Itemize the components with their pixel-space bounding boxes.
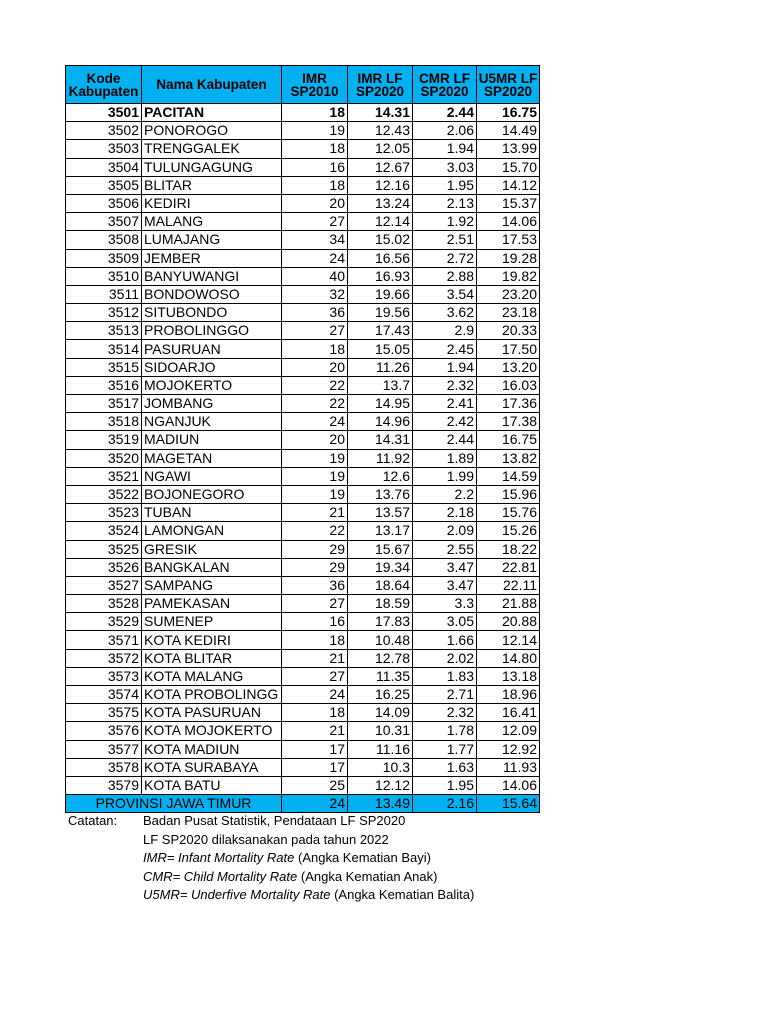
cell-cmr-lf: 2.71 xyxy=(413,686,477,704)
cell-u5mr-lf: 14.06 xyxy=(477,776,540,794)
cell-u5mr-lf: 14.80 xyxy=(477,649,540,667)
cell-cmr-lf: 1.95 xyxy=(413,176,477,194)
table-row xyxy=(66,740,540,758)
cell-nama: TUBAN xyxy=(142,504,282,522)
cmr-definition: CMR= Child Mortality Rate xyxy=(143,868,298,884)
cell-kode: 3527 xyxy=(66,576,142,594)
cell-imr-lf: 18.59 xyxy=(348,595,413,613)
cell-nama: KOTA MADIUN xyxy=(142,740,282,758)
cell-kode: 3507 xyxy=(66,213,142,231)
imr-translation: (Angka Kematian Bayi) xyxy=(294,850,431,865)
header-nama: Nama Kabupaten xyxy=(142,66,282,104)
cell-u5mr-lf: 13.18 xyxy=(477,667,540,685)
cell-imr-lf: 12.16 xyxy=(348,176,413,194)
cell-cmr-lf: 2.9 xyxy=(413,322,477,340)
cell-imr: 18 xyxy=(282,340,348,358)
cell-imr-lf: 12.67 xyxy=(348,158,413,176)
cell-kode: 3513 xyxy=(66,322,142,340)
cell-imr-lf: 12.12 xyxy=(348,776,413,794)
cell-cmr-lf: 2.41 xyxy=(413,395,477,413)
imr-definition: IMR= Infant Mortality Rate xyxy=(143,850,295,865)
cell-imr: 21 xyxy=(282,649,348,667)
cell-nama: JEMBER xyxy=(142,249,282,267)
cell-imr-lf: 11.35 xyxy=(348,667,413,685)
cell-imr: 20 xyxy=(282,431,348,449)
cell-nama: SAMPANG xyxy=(142,576,282,594)
cell-kode: 3575 xyxy=(66,704,142,722)
cell-cmr-lf: 2.18 xyxy=(413,504,477,522)
cell-imr: 36 xyxy=(282,304,348,322)
cell-kode: 3528 xyxy=(66,595,142,613)
header-u5mr-lf: U5MR LF SP2020 xyxy=(477,66,540,104)
table-row xyxy=(66,122,540,140)
cell-u5mr-lf: 16.41 xyxy=(477,704,540,722)
cell-nama: BANGKALAN xyxy=(142,558,282,576)
total-cmr-lf: 2.16 xyxy=(413,795,477,813)
table-row xyxy=(66,249,540,267)
cell-cmr-lf: 2.09 xyxy=(413,522,477,540)
table-row xyxy=(66,340,540,358)
cell-kode: 3521 xyxy=(66,467,142,485)
cell-imr: 27 xyxy=(282,213,348,231)
cell-nama: BONDOWOSO xyxy=(142,285,282,303)
cell-kode: 3516 xyxy=(66,376,142,394)
cell-nama: KOTA MOJOKERTO xyxy=(142,722,282,740)
cell-kode: 3511 xyxy=(66,285,142,303)
cell-imr: 19 xyxy=(282,467,348,485)
cell-nama: KOTA MALANG xyxy=(142,667,282,685)
cell-imr-lf: 11.26 xyxy=(348,358,413,376)
cell-nama: KEDIRI xyxy=(142,194,282,212)
cell-imr: 27 xyxy=(282,667,348,685)
cell-imr-lf: 13.17 xyxy=(348,522,413,540)
cell-nama: NGAWI xyxy=(142,467,282,485)
cell-cmr-lf: 1.99 xyxy=(413,467,477,485)
cell-nama: KOTA PROBOLINGG xyxy=(142,686,282,704)
cell-nama: TRENGGALEK xyxy=(142,140,282,158)
cell-cmr-lf: 2.44 xyxy=(413,104,477,122)
cell-imr: 29 xyxy=(282,558,348,576)
cell-imr-lf: 16.56 xyxy=(348,249,413,267)
cell-imr-lf: 13.76 xyxy=(348,485,413,503)
cell-imr-lf: 14.09 xyxy=(348,704,413,722)
cell-kode: 3508 xyxy=(66,231,142,249)
cell-kode: 3519 xyxy=(66,431,142,449)
cell-cmr-lf: 2.02 xyxy=(413,649,477,667)
cell-imr: 22 xyxy=(282,395,348,413)
table-row xyxy=(66,358,540,376)
mortality-table xyxy=(65,65,540,813)
cell-nama: JOMBANG xyxy=(142,395,282,413)
table-row xyxy=(66,485,540,503)
cell-nama: TULUNGAGUNG xyxy=(142,158,282,176)
cell-kode: 3526 xyxy=(66,558,142,576)
cell-cmr-lf: 1.77 xyxy=(413,740,477,758)
cell-kode: 3523 xyxy=(66,504,142,522)
cell-kode: 3574 xyxy=(66,686,142,704)
cell-u5mr-lf: 15.96 xyxy=(477,485,540,503)
cell-imr: 18 xyxy=(282,631,348,649)
u5mr-translation: (Angka Kematian Balita) xyxy=(330,887,475,902)
cell-kode: 3502 xyxy=(66,122,142,140)
table-row xyxy=(66,558,540,576)
cell-cmr-lf: 3.47 xyxy=(413,576,477,594)
cell-imr-lf: 17.83 xyxy=(348,613,413,631)
table-row xyxy=(66,467,540,485)
cell-kode: 3510 xyxy=(66,267,142,285)
cell-u5mr-lf: 16.75 xyxy=(477,431,540,449)
cell-u5mr-lf: 11.93 xyxy=(477,758,540,776)
cell-imr: 18 xyxy=(282,104,348,122)
table-row xyxy=(66,267,540,285)
cell-imr: 40 xyxy=(282,267,348,285)
u5mr-definition: U5MR= Underfive Mortality Rate xyxy=(143,887,331,902)
cell-u5mr-lf: 14.59 xyxy=(477,467,540,485)
table-row xyxy=(66,285,540,303)
cell-u5mr-lf: 19.82 xyxy=(477,267,540,285)
cell-imr: 22 xyxy=(282,376,348,394)
table-row xyxy=(66,431,540,449)
table-row xyxy=(66,686,540,704)
cell-kode: 3578 xyxy=(66,758,142,776)
table-row xyxy=(66,304,540,322)
cell-nama: BOJONEGORO xyxy=(142,485,282,503)
table-header xyxy=(66,66,540,104)
cell-u5mr-lf: 14.06 xyxy=(477,213,540,231)
cell-cmr-lf: 2.2 xyxy=(413,485,477,503)
cell-u5mr-lf: 15.70 xyxy=(477,158,540,176)
cell-nama: BANYUWANGI xyxy=(142,267,282,285)
cell-nama: BLITAR xyxy=(142,176,282,194)
table-body xyxy=(66,104,540,795)
cell-nama: KOTA BATU xyxy=(142,776,282,794)
cell-cmr-lf: 2.45 xyxy=(413,340,477,358)
cell-nama: SIDOARJO xyxy=(142,358,282,376)
cell-u5mr-lf: 17.50 xyxy=(477,340,540,358)
cell-u5mr-lf: 19.28 xyxy=(477,249,540,267)
cell-nama: MALANG xyxy=(142,213,282,231)
cell-imr-lf: 14.31 xyxy=(348,431,413,449)
cell-u5mr-lf: 21.88 xyxy=(477,595,540,613)
cell-nama: SITUBONDO xyxy=(142,304,282,322)
table-row xyxy=(66,649,540,667)
cell-cmr-lf: 1.94 xyxy=(413,140,477,158)
cell-cmr-lf: 3.3 xyxy=(413,595,477,613)
cell-imr-lf: 10.48 xyxy=(348,631,413,649)
cell-imr-lf: 13.57 xyxy=(348,504,413,522)
cell-imr: 19 xyxy=(282,122,348,140)
cell-cmr-lf: 3.54 xyxy=(413,285,477,303)
cell-kode: 3501 xyxy=(66,104,142,122)
table-row xyxy=(66,213,540,231)
cell-imr-lf: 14.31 xyxy=(348,104,413,122)
cell-imr-lf: 12.78 xyxy=(348,649,413,667)
cell-u5mr-lf: 23.18 xyxy=(477,304,540,322)
cell-imr-lf: 15.05 xyxy=(348,340,413,358)
table-row xyxy=(66,758,540,776)
table-row xyxy=(66,722,540,740)
cell-imr: 16 xyxy=(282,158,348,176)
cell-kode: 3577 xyxy=(66,740,142,758)
cell-imr-lf: 12.43 xyxy=(348,122,413,140)
cell-imr-lf: 16.93 xyxy=(348,267,413,285)
table-row xyxy=(66,140,540,158)
cell-cmr-lf: 2.32 xyxy=(413,704,477,722)
cell-kode: 3520 xyxy=(66,449,142,467)
cell-u5mr-lf: 12.14 xyxy=(477,631,540,649)
cell-imr-lf: 19.34 xyxy=(348,558,413,576)
cell-u5mr-lf: 17.38 xyxy=(477,413,540,431)
cell-kode: 3509 xyxy=(66,249,142,267)
cell-kode: 3517 xyxy=(66,395,142,413)
total-imr-lf: 13.49 xyxy=(348,795,413,813)
cell-cmr-lf: 2.55 xyxy=(413,540,477,558)
cell-imr-lf: 16.25 xyxy=(348,686,413,704)
cell-imr: 17 xyxy=(282,740,348,758)
cell-cmr-lf: 1.83 xyxy=(413,667,477,685)
header-cmr-lf: CMR LF SP2020 xyxy=(413,66,477,104)
cell-kode: 3529 xyxy=(66,613,142,631)
cell-imr-lf: 19.66 xyxy=(348,285,413,303)
cell-kode: 3514 xyxy=(66,340,142,358)
table-row xyxy=(66,413,540,431)
cell-u5mr-lf: 15.26 xyxy=(477,522,540,540)
notes xyxy=(68,812,474,905)
cell-cmr-lf: 1.95 xyxy=(413,776,477,794)
cell-kode: 3503 xyxy=(66,140,142,158)
table-row xyxy=(66,776,540,794)
cell-kode: 3525 xyxy=(66,540,142,558)
cell-u5mr-lf: 16.75 xyxy=(477,104,540,122)
cell-nama: LAMONGAN xyxy=(142,522,282,540)
cell-kode: 3524 xyxy=(66,522,142,540)
table-row xyxy=(66,613,540,631)
cell-cmr-lf: 2.88 xyxy=(413,267,477,285)
cell-nama: PONOROGO xyxy=(142,122,282,140)
cell-nama: LUMAJANG xyxy=(142,231,282,249)
cell-kode: 3571 xyxy=(66,631,142,649)
cell-nama: KOTA SURABAYA xyxy=(142,758,282,776)
cell-nama: GRESIK xyxy=(142,540,282,558)
cell-imr: 25 xyxy=(282,776,348,794)
notes-line-2: LF SP2020 dilaksanakan pada tahun 2022 xyxy=(143,831,389,847)
table-row xyxy=(66,631,540,649)
table-row xyxy=(66,595,540,613)
total-row xyxy=(66,795,540,813)
cell-imr: 17 xyxy=(282,758,348,776)
cell-kode: 3512 xyxy=(66,304,142,322)
table-row xyxy=(66,104,540,122)
cell-imr-lf: 19.56 xyxy=(348,304,413,322)
cell-nama: KOTA KEDIRI xyxy=(142,631,282,649)
cell-cmr-lf: 2.42 xyxy=(413,413,477,431)
cell-kode: 3515 xyxy=(66,358,142,376)
table-row xyxy=(66,322,540,340)
cell-imr: 22 xyxy=(282,522,348,540)
notes-label: Catatan: xyxy=(68,813,118,828)
table-row xyxy=(66,540,540,558)
cell-kode: 3506 xyxy=(66,194,142,212)
cell-kode: 3504 xyxy=(66,158,142,176)
cell-kode: 3518 xyxy=(66,413,142,431)
cell-imr-lf: 13.24 xyxy=(348,194,413,212)
table-row xyxy=(66,522,540,540)
cell-imr-lf: 12.6 xyxy=(348,467,413,485)
cell-imr-lf: 12.14 xyxy=(348,213,413,231)
cell-imr-lf: 14.95 xyxy=(348,395,413,413)
total-imr: 24 xyxy=(282,795,348,813)
cell-cmr-lf: 2.72 xyxy=(413,249,477,267)
cell-imr: 18 xyxy=(282,704,348,722)
cell-cmr-lf: 3.62 xyxy=(413,304,477,322)
cell-imr: 24 xyxy=(282,413,348,431)
cell-u5mr-lf: 17.53 xyxy=(477,231,540,249)
table-row xyxy=(66,158,540,176)
cell-nama: PASURUAN xyxy=(142,340,282,358)
cell-imr-lf: 13.7 xyxy=(348,376,413,394)
cell-cmr-lf: 1.63 xyxy=(413,758,477,776)
cell-nama: KOTA BLITAR xyxy=(142,649,282,667)
cell-u5mr-lf: 23.20 xyxy=(477,285,540,303)
cell-imr-lf: 11.16 xyxy=(348,740,413,758)
table-row xyxy=(66,231,540,249)
cell-nama: PROBOLINGGO xyxy=(142,322,282,340)
cell-nama: MAGETAN xyxy=(142,449,282,467)
cell-imr: 20 xyxy=(282,358,348,376)
cell-imr: 24 xyxy=(282,249,348,267)
cell-nama: PACITAN xyxy=(142,104,282,122)
cell-imr-lf: 18.64 xyxy=(348,576,413,594)
total-label: PROVINSI JAWA TIMUR xyxy=(66,795,282,813)
notes-line-5 xyxy=(143,886,474,905)
cell-u5mr-lf: 12.09 xyxy=(477,722,540,740)
cell-imr-lf: 10.3 xyxy=(348,758,413,776)
table-row xyxy=(66,176,540,194)
cell-imr: 32 xyxy=(282,285,348,303)
total-u5mr-lf: 15.64 xyxy=(477,795,540,813)
table-row xyxy=(66,504,540,522)
cell-nama: NGANJUK xyxy=(142,413,282,431)
cell-u5mr-lf: 13.82 xyxy=(477,449,540,467)
cell-nama: PAMEKASAN xyxy=(142,595,282,613)
cell-u5mr-lf: 15.37 xyxy=(477,194,540,212)
cell-kode: 3573 xyxy=(66,667,142,685)
notes-line-3 xyxy=(143,849,431,868)
cell-imr-lf: 12.05 xyxy=(348,140,413,158)
header-kode: Kode Kabupaten xyxy=(66,66,142,104)
cell-u5mr-lf: 13.99 xyxy=(477,140,540,158)
cell-cmr-lf: 1.66 xyxy=(413,631,477,649)
cell-u5mr-lf: 22.81 xyxy=(477,558,540,576)
cell-u5mr-lf: 18.22 xyxy=(477,540,540,558)
cell-u5mr-lf: 14.12 xyxy=(477,176,540,194)
cell-imr: 18 xyxy=(282,176,348,194)
table-row xyxy=(66,376,540,394)
cmr-translation: (Angka Kematian Anak) xyxy=(297,868,438,884)
cell-u5mr-lf: 17.36 xyxy=(477,395,540,413)
cell-kode: 3576 xyxy=(66,722,142,740)
cell-imr: 18 xyxy=(282,140,348,158)
cell-kode: 3522 xyxy=(66,485,142,503)
cell-imr-lf: 11.92 xyxy=(348,449,413,467)
cell-imr: 36 xyxy=(282,576,348,594)
cell-cmr-lf: 1.89 xyxy=(413,449,477,467)
cell-imr: 19 xyxy=(282,449,348,467)
cell-cmr-lf: 1.94 xyxy=(413,358,477,376)
cell-nama: KOTA PASURUAN xyxy=(142,704,282,722)
cell-imr: 20 xyxy=(282,194,348,212)
notes-line-1: Badan Pusat Statistik, Pendataan LF SP2020 xyxy=(143,813,406,828)
table-row xyxy=(66,704,540,722)
table-row xyxy=(66,449,540,467)
cell-imr-lf: 15.67 xyxy=(348,540,413,558)
cell-imr: 29 xyxy=(282,540,348,558)
cell-cmr-lf: 3.47 xyxy=(413,558,477,576)
cell-imr-lf: 10.31 xyxy=(348,722,413,740)
cell-imr: 27 xyxy=(282,322,348,340)
cell-u5mr-lf: 15.76 xyxy=(477,504,540,522)
cell-cmr-lf: 2.06 xyxy=(413,122,477,140)
cell-cmr-lf: 1.78 xyxy=(413,722,477,740)
cell-u5mr-lf: 16.03 xyxy=(477,376,540,394)
cell-u5mr-lf: 14.49 xyxy=(477,122,540,140)
cell-u5mr-lf: 22.11 xyxy=(477,576,540,594)
cell-u5mr-lf: 20.88 xyxy=(477,613,540,631)
cell-cmr-lf: 2.44 xyxy=(413,431,477,449)
notes-line-4 xyxy=(143,868,437,887)
cell-kode: 3505 xyxy=(66,176,142,194)
cell-u5mr-lf: 18.96 xyxy=(477,686,540,704)
cell-cmr-lf: 3.03 xyxy=(413,158,477,176)
cell-nama: MOJOKERTO xyxy=(142,376,282,394)
cell-imr: 27 xyxy=(282,595,348,613)
cell-imr: 21 xyxy=(282,722,348,740)
cell-nama: SUMENEP xyxy=(142,613,282,631)
cell-imr: 19 xyxy=(282,485,348,503)
cell-imr-lf: 15.02 xyxy=(348,231,413,249)
cell-cmr-lf: 2.51 xyxy=(413,231,477,249)
cell-kode: 3572 xyxy=(66,649,142,667)
table-row xyxy=(66,194,540,212)
table-row xyxy=(66,576,540,594)
cell-cmr-lf: 2.32 xyxy=(413,376,477,394)
cell-nama: MADIUN xyxy=(142,431,282,449)
cell-cmr-lf: 2.13 xyxy=(413,194,477,212)
cell-imr: 34 xyxy=(282,231,348,249)
header-imr-lf: IMR LF SP2020 xyxy=(348,66,413,104)
cell-imr-lf: 17.43 xyxy=(348,322,413,340)
cell-imr: 16 xyxy=(282,613,348,631)
cell-cmr-lf: 3.05 xyxy=(413,613,477,631)
cell-kode: 3579 xyxy=(66,776,142,794)
cell-cmr-lf: 1.92 xyxy=(413,213,477,231)
header-imr: IMR SP2010 xyxy=(282,66,348,104)
cell-imr: 21 xyxy=(282,504,348,522)
table-row xyxy=(66,395,540,413)
cell-u5mr-lf: 20.33 xyxy=(477,322,540,340)
cell-u5mr-lf: 13.20 xyxy=(477,358,540,376)
table-row xyxy=(66,667,540,685)
cell-imr: 24 xyxy=(282,686,348,704)
cell-imr-lf: 14.96 xyxy=(348,413,413,431)
cell-u5mr-lf: 12.92 xyxy=(477,740,540,758)
